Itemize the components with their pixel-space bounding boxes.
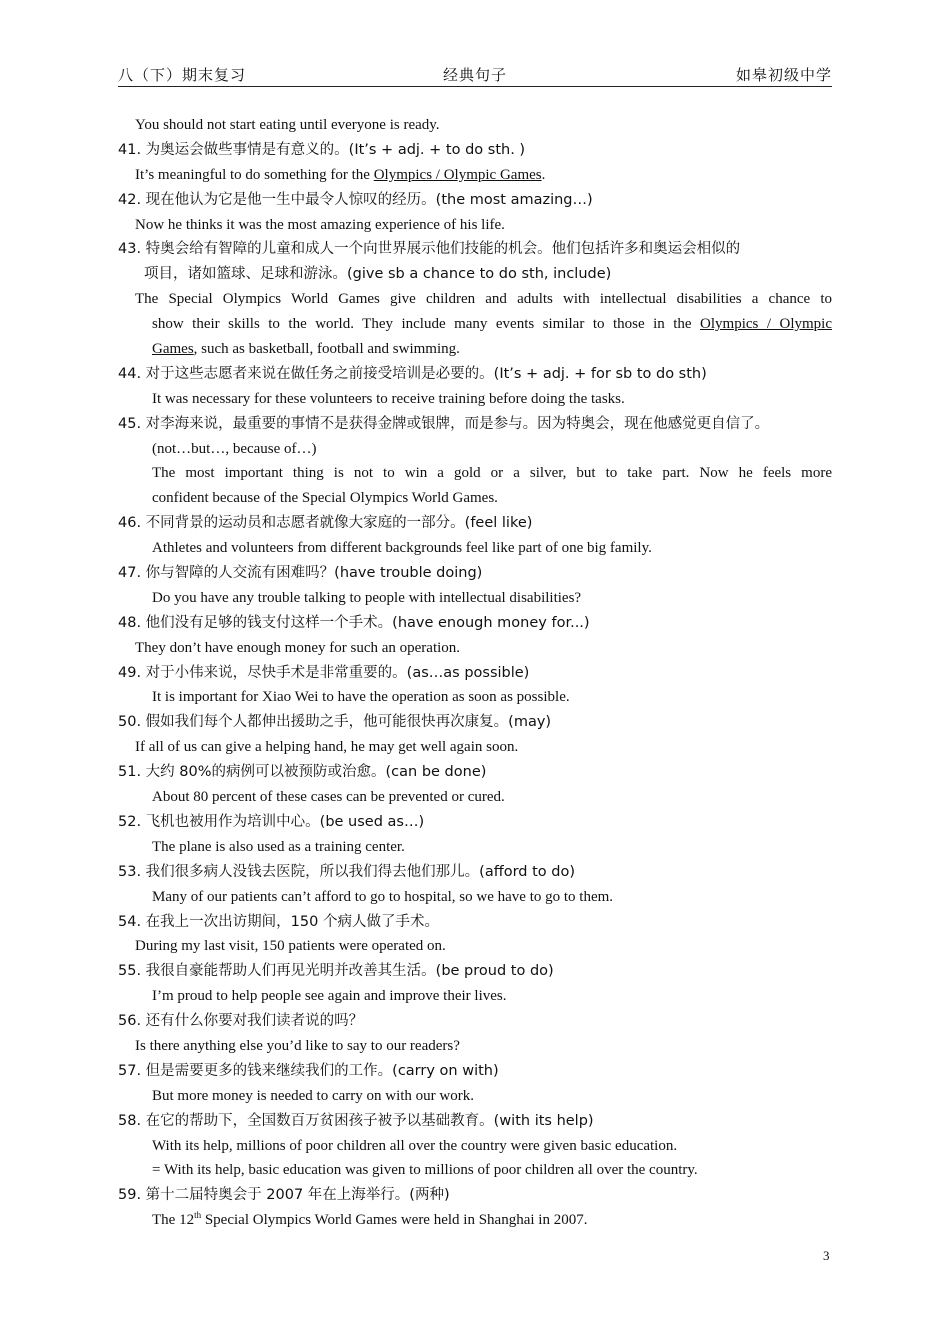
question-47: 47. 你与智障的人交流有困难吗？(have trouble doing) xyxy=(118,565,483,582)
answer-57: But more money is needed to carry on with our work. xyxy=(152,1087,475,1104)
question-45: 45. 对李海来说，最重要的事情不是获得金牌或银牌，而是参与。因为特奥会，现在他感觉更自信了。 xyxy=(118,415,770,432)
question-58: 58. 在它的帮助下，全国数百万贫困孩子被予以基础教育。(with its help) xyxy=(118,1112,594,1129)
question-55: 55. 我很自豪能帮助人们再见光明并改善其生活。(be proud to do) xyxy=(118,963,554,980)
question-52: 52. 飞机也被用作为培训中心。(be used as…) xyxy=(118,813,425,830)
answer-43: The Special Olympics World Games give children and adults with intellectual disabilities a chance to xyxy=(135,291,832,308)
page-header xyxy=(118,64,832,87)
question-51: 51. 大约 80%的病例可以被预防或治愈。(can be done) xyxy=(118,764,487,781)
answer-58: With its help, millions of poor children all over the country were given basic education. xyxy=(152,1137,678,1154)
question-59: 59. 第十二届特奥会于 2007 年在上海举行。(两种) xyxy=(118,1187,450,1204)
question-48: 48. 他们没有足够的钱支付这样一个手术。(have enough money for...) xyxy=(118,614,590,631)
question-53: 53. 我们很多病人没钱去医院，所以我们得去他们那儿。(afford to do) xyxy=(118,863,575,880)
question-50: 50. 假如我们每个人都伸出援助之手，他可能很快再次康复。(may) xyxy=(118,714,552,731)
answer-42: Now he thinks it was the most amazing experience of his life. xyxy=(135,216,505,233)
question-41: 41. 为奥运会做些事情是有意义的。(It’s + adj. + to do sth. ) xyxy=(118,141,526,158)
question-43: 43. 特奥会给有智障的儿童和成人一个向世界展示他们技能的机会。他们包括许多和奥运会相似的 xyxy=(118,241,741,258)
answer-49: It is important for Xiao Wei to have the operation as soon as possible. xyxy=(152,689,570,706)
answer-56: Is there anything else you’d like to say to our readers? xyxy=(135,1037,460,1054)
answer-53: Many of our patients can’t afford to go to hospital, so we have to go to them. xyxy=(152,888,614,905)
question-46: 46. 不同背景的运动员和志愿者就像大家庭的一部分。(feel like) xyxy=(118,515,533,532)
underlined-term: Olympics / Olympic xyxy=(700,316,832,333)
answer-55: I’m proud to help people see again and improve their lives. xyxy=(152,988,507,1005)
answer-47: Do you have any trouble talking to people with intellectual disabilities? xyxy=(152,589,582,606)
question-49: 49. 对于小伟来说，尽快手术是非常重要的。(as…as possible) xyxy=(118,664,530,681)
question-42: 42. 现在他认为它是他一生中最令人惊叹的经历。(the most amazing…) xyxy=(118,191,593,208)
ordinal-suffix: th xyxy=(194,1210,202,1221)
header-center: 经典句子 xyxy=(442,66,508,84)
answer-50: If all of us can give a helping hand, he may get well again soon. xyxy=(135,739,519,756)
answer-text: , such as basketball, football and swimming. xyxy=(193,341,460,358)
question-44: 44. 对于这些志愿者来说在做任务之前接受培训是必要的。(It’s + adj. + for sb to do sth) xyxy=(118,365,707,382)
answer-46: Athletes and volunteers from different backgrounds feel like part of one big family. xyxy=(152,540,652,557)
page-number: 3 xyxy=(823,1248,830,1263)
header-left: 八（下）期末复习 xyxy=(118,66,247,84)
underlined-term: Games xyxy=(152,341,194,358)
answer-43-cont2 xyxy=(118,337,832,362)
answer-41 xyxy=(118,163,832,188)
answer-51: About 80 percent of these cases can be prevented or cured. xyxy=(152,789,505,806)
answer-44: It was necessary for these volunteers to receive training before doing the tasks. xyxy=(152,390,625,407)
question-54: 54. 在我上一次出访期间，150 个病人做了手术。 xyxy=(118,913,439,930)
answer-59 xyxy=(118,1208,832,1233)
answer-58-alt: = With its help, basic education was given to millions of poor children all over the country. xyxy=(152,1162,698,1179)
answer-48: They don’t have enough money for such an operation. xyxy=(135,639,461,656)
document-body xyxy=(118,113,832,1233)
answer-text: . xyxy=(541,166,546,183)
header-right: 如皋初级中学 xyxy=(735,66,832,84)
answer-54: During my last visit, 150 patients were operated on. xyxy=(135,938,446,955)
underlined-term: Olympics / Olympic Games xyxy=(373,166,542,183)
answer-43-cont xyxy=(118,312,832,337)
question-57: 57. 但是需要更多的钱来继续我们的工作。(carry on with) xyxy=(118,1062,499,1079)
answer-text: Special Olympics World Games were held in Shanghai in 2007. xyxy=(201,1212,588,1229)
question-56: 56. 还有什么你要对我们读者说的吗？ xyxy=(118,1013,364,1030)
answer-line: You should not start eating until everyone is ready. xyxy=(135,117,440,133)
question-43-cont: 项目，诸如篮球、足球和游泳。(give sb a chance to do sth, include) xyxy=(144,266,612,283)
answer-text: The 12 xyxy=(152,1212,195,1229)
answer-text: It’s meaningful to do something for the xyxy=(135,166,374,183)
answer-text: show their skills to the world. They include many events similar to those in the xyxy=(152,316,701,333)
answer-52: The plane is also used as a training center. xyxy=(152,838,405,855)
answer-45-cont: confident because of the Special Olympics World Games. xyxy=(152,490,498,507)
answer-45: The most important thing is not to win a gold or a silver, but to take part. Now he feels more xyxy=(152,465,832,482)
question-45-cont: (not…but…, because of…) xyxy=(152,440,317,457)
